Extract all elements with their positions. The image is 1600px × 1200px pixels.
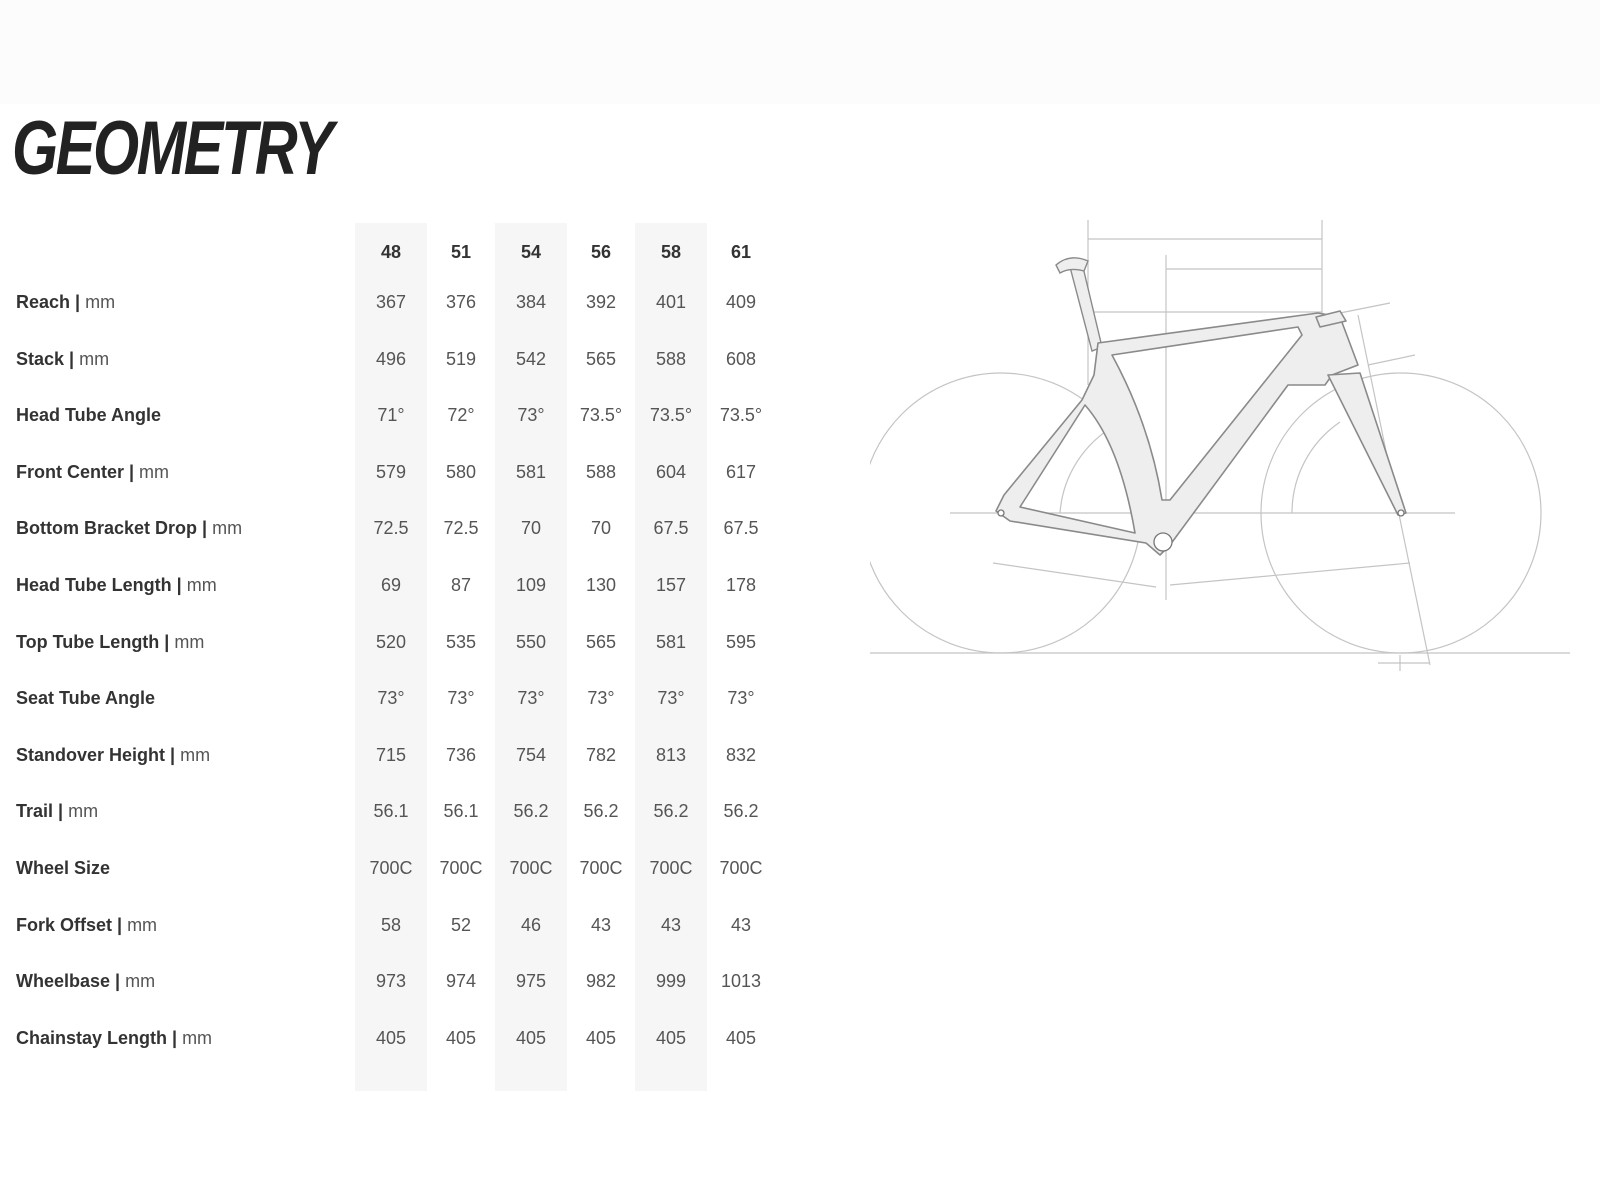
- table-cell: 535: [445, 632, 477, 652]
- table-cell: 975: [515, 971, 547, 991]
- table-cell: 73°: [517, 405, 545, 425]
- row-label: [16, 405, 161, 426]
- row-label-separator: |: [70, 292, 86, 312]
- row-label-unit: mm: [180, 745, 211, 765]
- table-cell: 496: [375, 349, 407, 369]
- table-cell: 46: [520, 915, 542, 935]
- table-cell: 982: [585, 971, 617, 991]
- table-cell: 550: [515, 632, 547, 652]
- table-cell: 56.2: [653, 801, 689, 821]
- row-label: [16, 292, 115, 313]
- table-cell: 813: [655, 745, 687, 765]
- row-label-unit: mm: [85, 292, 116, 312]
- table-cell: 43: [660, 915, 682, 935]
- table-cell: 73°: [727, 688, 755, 708]
- row-label: [16, 349, 109, 370]
- table-cell: 392: [585, 292, 617, 312]
- size-header-51: 51: [450, 242, 472, 262]
- table-cell: 72°: [447, 405, 475, 425]
- row-label-unit: mm: [174, 632, 205, 652]
- row-label: [16, 915, 157, 936]
- row-label-name: Standover Height: [16, 745, 166, 765]
- table-cell: 405: [445, 1028, 477, 1048]
- table-cell: 608: [725, 349, 757, 369]
- row-label-separator: |: [165, 745, 181, 765]
- table-cell: 405: [375, 1028, 407, 1048]
- table-cell: 832: [725, 745, 757, 765]
- row-label-name: Wheelbase: [16, 971, 111, 991]
- table-cell: 67.5: [653, 518, 689, 538]
- table-cell: 109: [515, 575, 547, 595]
- table-cell: 56.1: [443, 801, 479, 821]
- row-label-name: Fork Offset: [16, 915, 113, 935]
- row-label-name: Bottom Bracket Drop: [16, 518, 198, 538]
- row-label-name: Front Center: [16, 462, 124, 482]
- table-cell: 384: [515, 292, 547, 312]
- bottom-bracket: [1154, 533, 1172, 551]
- row-label: [16, 745, 210, 766]
- row-label-name: Chainstay Length: [16, 1028, 168, 1048]
- table-cell: 69: [380, 575, 402, 595]
- row-label-name: Wheel Size: [16, 858, 111, 878]
- table-cell: 56.2: [723, 801, 759, 821]
- table-cell: 405: [725, 1028, 757, 1048]
- table-cell: 376: [445, 292, 477, 312]
- table-cell: 58: [380, 915, 402, 935]
- table-cell: 72.5: [443, 518, 479, 538]
- table-cell: 73°: [587, 688, 615, 708]
- table-cell: 579: [375, 462, 407, 482]
- bike-geometry-diagram-icon: [870, 215, 1590, 695]
- table-cell: 565: [585, 349, 617, 369]
- row-label-name: Reach: [16, 292, 71, 312]
- table-cell: 588: [585, 462, 617, 482]
- row-label-separator: |: [124, 462, 140, 482]
- table-cell: 70: [590, 518, 612, 538]
- row-label-unit: mm: [68, 801, 99, 821]
- table-cell: 130: [585, 575, 617, 595]
- size-header-61: 61: [730, 242, 752, 262]
- row-label-separator: |: [171, 575, 187, 595]
- table-cell: 700C: [719, 858, 763, 878]
- table-cell: 1013: [720, 971, 762, 991]
- table-cell: 73°: [377, 688, 405, 708]
- page-title: GEOMETRY: [12, 106, 332, 191]
- row-label-name: Head Tube Length: [16, 575, 172, 595]
- table-cell: 595: [725, 632, 757, 652]
- table-cell: 700C: [369, 858, 413, 878]
- table-cell: 581: [515, 462, 547, 482]
- table-cell: 405: [585, 1028, 617, 1048]
- table-cell: 736: [445, 745, 477, 765]
- header-band: [0, 0, 1600, 104]
- row-label-name: Seat Tube Angle: [16, 688, 156, 708]
- size-header-58: 58: [660, 242, 682, 262]
- table-cell: 405: [655, 1028, 687, 1048]
- row-label-unit: mm: [139, 462, 170, 482]
- table-cell: 588: [655, 349, 687, 369]
- table-cell: 87: [450, 575, 472, 595]
- table-cell: 73°: [517, 688, 545, 708]
- table-cell: 409: [725, 292, 757, 312]
- table-cell: 367: [375, 292, 407, 312]
- table-cell: 581: [655, 632, 687, 652]
- table-cell: 52: [450, 915, 472, 935]
- row-label: [16, 518, 242, 539]
- row-label-separator: |: [159, 632, 175, 652]
- row-label-unit: mm: [79, 349, 110, 369]
- table-cell: 604: [655, 462, 687, 482]
- table-cell: 73.5°: [579, 405, 623, 425]
- row-label: [16, 971, 155, 992]
- size-header-54: 54: [520, 242, 542, 262]
- table-cell: 71°: [377, 405, 405, 425]
- table-cell: 542: [515, 349, 547, 369]
- table-cell: 405: [515, 1028, 547, 1048]
- table-cell: 519: [445, 349, 477, 369]
- row-label-name: Head Tube Angle: [16, 405, 162, 425]
- table-cell: 67.5: [723, 518, 759, 538]
- table-cell: 43: [730, 915, 752, 935]
- row-label-separator: |: [197, 518, 213, 538]
- table-cell: 973: [375, 971, 407, 991]
- table-cell: 617: [725, 462, 757, 482]
- table-cell: 56.2: [513, 801, 549, 821]
- table-cell: 73°: [447, 688, 475, 708]
- row-label-unit: mm: [125, 971, 156, 991]
- row-label: [16, 688, 155, 709]
- table-cell: 974: [445, 971, 477, 991]
- table-cell: 178: [725, 575, 757, 595]
- table-cell: 73.5°: [719, 405, 763, 425]
- size-header-56: 56: [590, 242, 612, 262]
- table-cell: 700C: [509, 858, 553, 878]
- table-cell: 999: [655, 971, 687, 991]
- row-label-unit: mm: [212, 518, 243, 538]
- row-label-separator: |: [53, 801, 69, 821]
- table-cell: 700C: [439, 858, 483, 878]
- table-cell: 754: [515, 745, 547, 765]
- row-label-unit: mm: [127, 915, 158, 935]
- row-label: [16, 575, 217, 596]
- table-cell: 73.5°: [649, 405, 693, 425]
- table-cell: 700C: [579, 858, 623, 878]
- row-label-separator: |: [64, 349, 80, 369]
- row-label-unit: mm: [182, 1028, 213, 1048]
- row-label-separator: |: [112, 915, 128, 935]
- table-cell: 72.5: [373, 518, 409, 538]
- row-label-separator: |: [167, 1028, 183, 1048]
- row-label: [16, 1028, 212, 1049]
- table-cell: 157: [655, 575, 687, 595]
- table-cell: 70: [520, 518, 542, 538]
- table-cell: 43: [590, 915, 612, 935]
- row-label: [16, 801, 98, 822]
- table-cell: 782: [585, 745, 617, 765]
- row-label: [16, 858, 110, 879]
- table-cell: 700C: [649, 858, 693, 878]
- table-cell: 73°: [657, 688, 685, 708]
- table-cell: 56.2: [583, 801, 619, 821]
- table-cell: 565: [585, 632, 617, 652]
- row-label-name: Stack: [16, 349, 65, 369]
- table-cell: 56.1: [373, 801, 409, 821]
- row-label-name: Top Tube Length: [16, 632, 160, 652]
- table-cell: 520: [375, 632, 407, 652]
- row-label-unit: mm: [186, 575, 217, 595]
- row-label-name: Trail: [16, 801, 54, 821]
- row-label-separator: |: [110, 971, 126, 991]
- row-label: [16, 632, 204, 653]
- size-header-48: 48: [380, 242, 402, 262]
- table-cell: 401: [655, 292, 687, 312]
- row-label: [16, 462, 169, 483]
- table-cell: 715: [375, 745, 407, 765]
- table-cell: 580: [445, 462, 477, 482]
